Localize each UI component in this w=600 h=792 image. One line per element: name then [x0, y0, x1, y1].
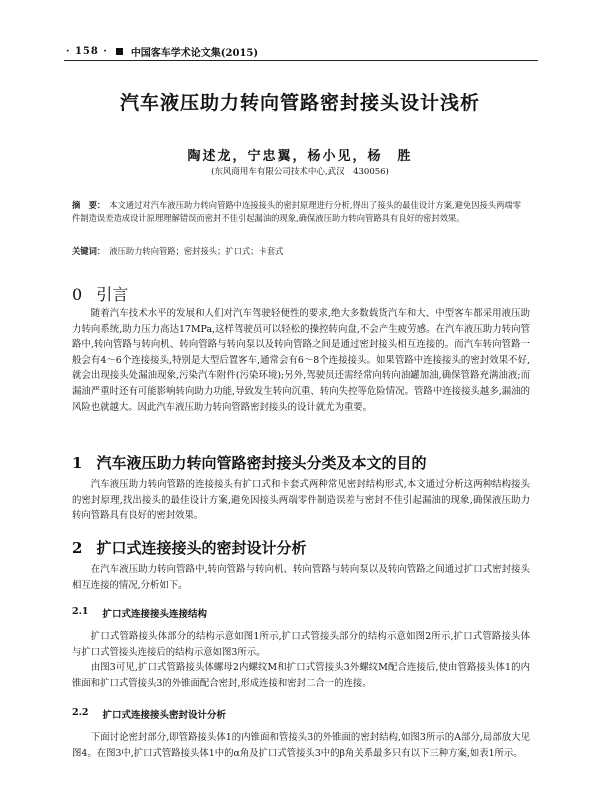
section21-paragraph-a: 扩口式管路接头体部分的结构示意如图1所示,扩口式管接头部分的结构示意如图2所示,扩口式管路接头体与扩口式管接头连接后的结构示意如图3所示。: [72, 631, 530, 658]
section-title: 引言: [96, 285, 129, 304]
abstract: [72, 199, 528, 225]
section1-paragraph: 汽车液压助力转向管路的连接接头有扩口式和卡套式两种常见密封结构形式,本文通过分析这两种结构接头的密封原理,找出接头的最佳设计方案,避免因接头两端零件制造误差与密封不佳引起漏油的现象,确保液压助力转向管路具有良好的密封效果。: [72, 479, 530, 522]
section-title: 扩口式连接接头的密封设计分析: [96, 539, 307, 557]
affiliation: (东风商用车有限公司技术中心,武汉 430056): [211, 167, 389, 177]
section-number: 0: [72, 285, 83, 304]
subsection-heading-2-1: [72, 606, 207, 620]
section-number: 1: [72, 454, 83, 472]
paper-title: 汽车液压助力转向管路密封接头设计浅析: [119, 92, 480, 114]
section-heading-1: [72, 452, 426, 473]
keywords: [72, 245, 528, 258]
journal-name: 中国客车学术论文集(2015): [130, 47, 259, 59]
authors: 陶述龙，宁忠翼，杨小见，杨 胜: [187, 149, 413, 164]
section-title: 汽车液压助力转向管路密封接头分类及本文的目的: [96, 454, 427, 472]
section-heading-2: [72, 537, 306, 558]
subsection-number: 2.2: [72, 707, 89, 718]
subsection-number: 2.1: [72, 606, 89, 617]
square-bullet-icon: [116, 48, 123, 55]
subsection-title: 扩口式连接接头连接结构: [102, 609, 208, 620]
keywords-text: 液压助力转向管路；密封接头；扩口式；卡套式: [109, 246, 284, 256]
keywords-label: 关键词：: [72, 246, 106, 256]
abstract-text: 本文通过对汽车液压助力转向管路中连接接头的密封原理进行分析,得出了接头的最佳设计方案,避免因接头两端零件制造误差造成设计原理理解错误而密封不佳引起漏油的现象,确保液压助力转向管路具有良好的密封效果。: [72, 200, 522, 223]
intro-paragraph: 随着汽车技术水平的发展和人们对汽车驾驶轻便性的要求,绝大多数载货汽车和大、中型客车都采用液压助力转向系统,助力压力高达17MPa,这样驾驶员可以轻松的操控转向盘,不会产生疲劳感。在汽车液压助力转向管路中,转向管路与转向机、转向管路与转向泵以及转向管路之间是通过密封接头相互连接的。而汽车转向管路一般会有4～6个连接接头,特别是大型后置客车,通常会有6～8个连接接头。如果管路中连接接头的密封效果不好,就会出现接头处漏油现象,污染汽车附件(污染环境);另外,驾驶员还需经常向转向油罐加油,确保管路充满油液;而漏油严重时还有可能影响转向助力功能,导致发生转向沉重、转向失控等危险情况。管路中连接接头越多,漏油的风险也就越大。因此汽车液压助力转向管路密封接头的设计就尤为重要。: [72, 308, 530, 413]
section-number: 2: [72, 539, 83, 557]
page-number: · 158 ·: [66, 45, 108, 57]
abstract-label: 摘 要：: [72, 200, 106, 210]
running-header: [66, 42, 536, 60]
section2-paragraph: 在汽车液压助力转向管路中,转向管路与转向机、转向管路与转向泵以及转向管路之间通过扩口式密封接头相互连接的情况,分析如下。: [72, 564, 530, 591]
section21-paragraph-b: 由图3可见,扩口式管路接头体螺母2内螺纹M和扩口式管接头3外螺纹M配合连接后,使由管路接头体1的内锥面和扩口式管接头3的外锥面配合密封,形成连接和密封二合一的连接。: [72, 662, 530, 689]
subsection-heading-2-2: [72, 707, 226, 721]
subsection-title: 扩口式连接接头密封设计分析: [102, 710, 227, 721]
header-rule: [64, 60, 538, 61]
section-heading-0: [72, 282, 128, 305]
section22-paragraph: 下面讨论密封部分,即管路接头体1的内锥面和管接头3的外锥面的密封结构,如图3所示的A部分,局部放大见图4。在图3中,扩口式管路接头体1中的α角及扩口式管接头3中的β角关系最多只有以下三种方案,如表1所示。: [72, 732, 530, 759]
